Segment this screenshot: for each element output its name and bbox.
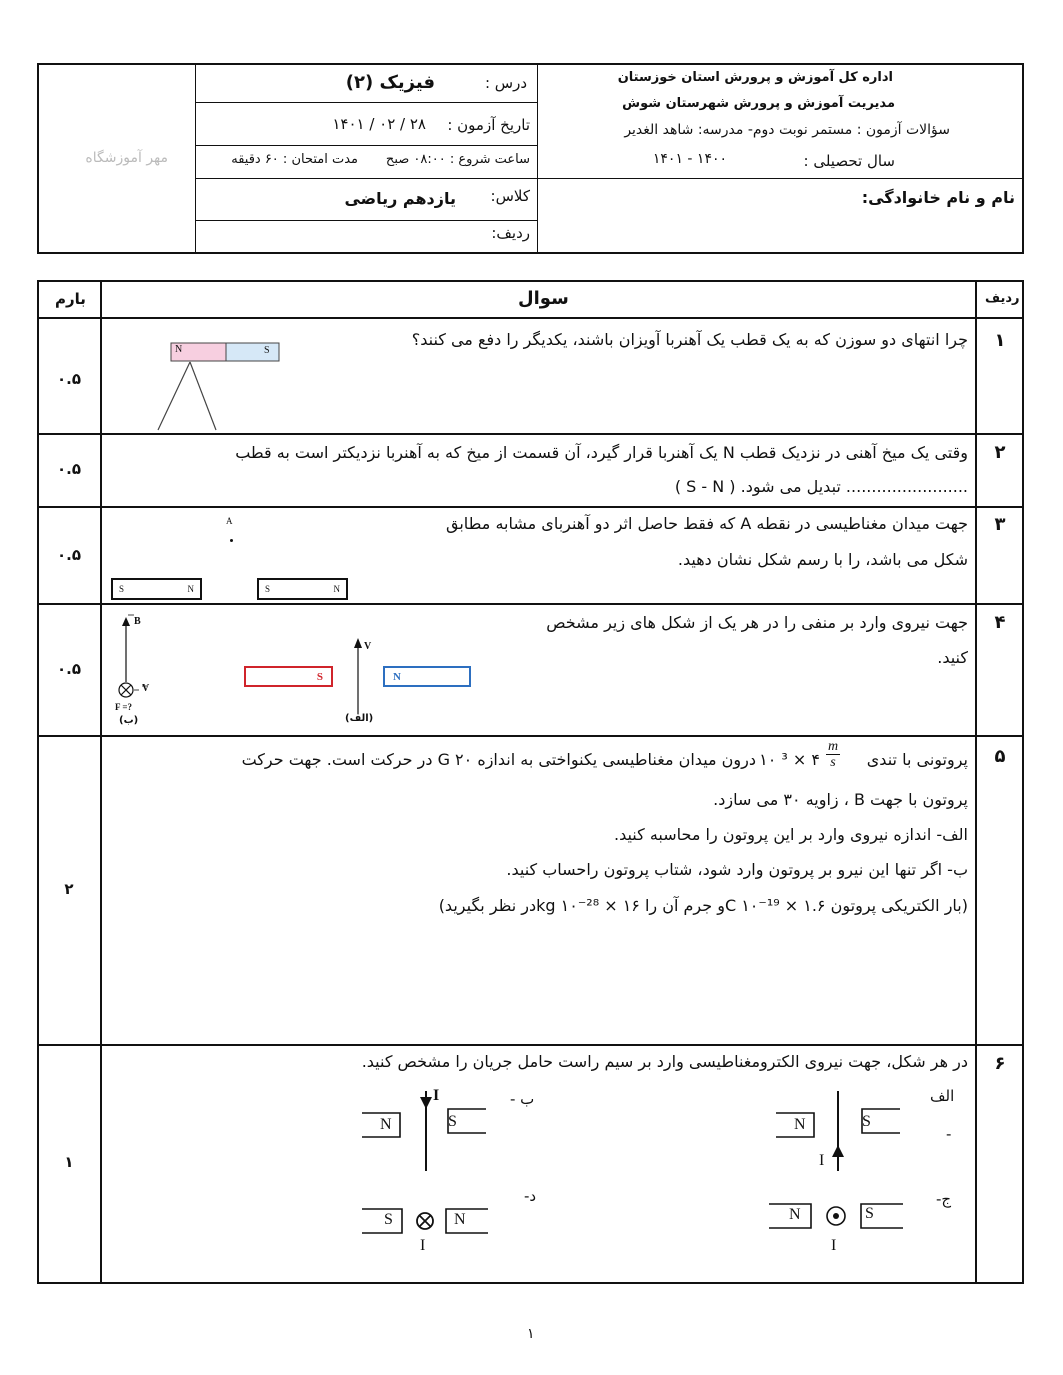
q4-fig-b-v: V <box>142 683 150 694</box>
q4-red-magnet-s: S <box>316 670 323 683</box>
class-label: کلاس: <box>490 187 530 205</box>
q6-number: ۶ <box>994 1053 1006 1074</box>
q6-fig-je <box>765 1192 910 1262</box>
q6-je-n: N <box>789 1206 801 1223</box>
q2-score: ۰.۵ <box>56 460 81 478</box>
date-value: ۱۴۰۱ / ۰۲ / ۲۸ <box>332 115 426 133</box>
row-line-3 <box>38 603 1023 605</box>
q3-magnet-1-n: N <box>187 584 194 594</box>
q4-line-1: جهت نیروی وارد بر منفی را در هر یک از شکل های زیر مشخص <box>546 613 968 632</box>
org-line-2: مدیریت آموزش و پرورش شهرستان شوش <box>622 96 895 111</box>
q6-label-dal: د- <box>524 1187 537 1205</box>
q2-number: ۲ <box>994 442 1006 463</box>
q2-line-1: وقتی یک میخ آهنی در نزدیک قطب N یک آهنربا قرار گیرد، آن قسمت از میخ که به آهنربا نزدیکتر است به قطب <box>235 443 968 462</box>
col-divider-row <box>975 281 977 1283</box>
q3-magnet-2 <box>257 578 348 600</box>
q6-be-s: S <box>448 1113 457 1130</box>
q6-label-alef: الف <box>930 1087 955 1105</box>
subject-value: فیزیک (۲) <box>345 72 435 93</box>
q6-score: ۱ <box>64 1153 74 1171</box>
q4-figure-b <box>110 612 170 730</box>
q4-fig-b-F: F =? <box>115 702 133 712</box>
name-label: نام و نام خانوادگی: <box>861 188 1015 207</box>
exam-line: سؤالات آزمون : مستمر نوبت دوم- مدرسه: شاهد الغدیر <box>624 122 950 138</box>
q3-magnet-2-s: S <box>265 584 271 594</box>
q6-label-alef-dash: - <box>946 1125 952 1143</box>
q4-red-magnet <box>244 666 333 687</box>
q4-blue-magnet-n: N <box>393 670 401 683</box>
q3-line-1: جهت میدان مغناطیسی در نقطه A که فقط حاصل اثر دو آهنربای مشابه مطابق <box>446 514 968 533</box>
start-label: ساعت شروع : ۰۸:۰۰ صبح <box>385 152 530 167</box>
class-value: یازدهم ریاضی <box>344 189 456 208</box>
q6-je-s: S <box>865 1205 874 1222</box>
q5-score: ۲ <box>64 880 74 898</box>
q3-score: ۰.۵ <box>56 546 81 564</box>
q6-dal-current: I <box>420 1237 426 1254</box>
q2-line-2: ........................ تبدیل می شود. ( S - N ) <box>674 477 968 496</box>
q4-fig-b-B: B <box>134 616 141 627</box>
q6-fig-dal <box>358 1195 493 1260</box>
q4-blue-magnet <box>383 666 471 687</box>
q4-fig-a-label: (الف) <box>345 713 374 724</box>
q5-line-3: الف- اندازه نیروی وارد بر این پروتون را محاسبه کنید. <box>613 825 968 844</box>
duration-label: مدت امتحان : ۶۰ دقیقه <box>231 152 358 167</box>
q4-score: ۰.۵ <box>56 660 81 678</box>
q3-point-dot <box>230 539 233 542</box>
q6-label-je: ج- <box>936 1190 952 1208</box>
q6-dal-s: S <box>384 1211 393 1228</box>
q4-line-2: کنید. <box>937 648 968 667</box>
q4-fig-b-label: (ب) <box>119 715 139 726</box>
q3-line-2: شکل می باشد، را با رسم شکل نشان دهید. <box>677 550 968 569</box>
q5-fraction <box>826 739 840 770</box>
header-hline-4 <box>196 220 537 221</box>
header-hline-1 <box>196 102 537 103</box>
q5-line-5: (بار الکتریکی پروتون C ۱۰⁻¹⁹ × ۱.۶و جرم آن را kg ۱۰⁻²⁸ × ۱۶در نظر بگیرید) <box>438 896 968 915</box>
q1-score: ۰.۵ <box>56 370 81 388</box>
q6-alef-s: S <box>862 1113 871 1130</box>
year-value: ۱۴۰۱ - ۱۴۰۰ <box>652 151 727 167</box>
head-row: ردیف <box>985 291 1020 306</box>
subject-label: درس : <box>484 74 527 92</box>
q3-magnet-2-n: N <box>333 584 340 594</box>
q6-je-current: I <box>831 1237 837 1254</box>
school-stamp: مهر آموزشگاه <box>85 150 168 166</box>
q1-number: ۱ <box>994 330 1006 351</box>
q4-number: ۴ <box>994 612 1006 633</box>
date-label: تاریخ آزمون : <box>447 116 530 134</box>
row-line-5 <box>38 1044 1023 1046</box>
q6-fig-be <box>356 1085 496 1185</box>
q6-alef-n: N <box>794 1116 806 1133</box>
q5-line-1-c: درون میدان مغناطیسی یکنواختی به اندازه G ۲۰ در حرکت است. جهت حرکت <box>241 750 756 769</box>
row-label: ردیف: <box>491 224 530 242</box>
q5-line-4: ب- اگر تنها این نیرو بر پروتون وارد شود، شتاب پروتون راحساب کنید. <box>506 860 968 879</box>
q6-label-be: ب - <box>510 1090 535 1108</box>
head-score: بارم <box>55 290 86 308</box>
year-label: سال تحصیلی : <box>803 152 895 170</box>
q6-alef-current: I <box>819 1152 825 1169</box>
q6-fig-alef <box>770 1085 910 1185</box>
q3-magnet-1 <box>111 578 202 600</box>
q3-point-label: A <box>226 516 233 526</box>
header-hline-3 <box>196 178 1023 179</box>
row-line-4 <box>38 735 1023 737</box>
table-head-line <box>38 317 1023 319</box>
q6-dal-n: N <box>454 1211 466 1228</box>
col-divider-score <box>100 281 102 1283</box>
q1-magnet-n: N <box>175 344 183 355</box>
head-question: سوال <box>518 288 569 309</box>
q1-magnet-s: S <box>264 345 270 356</box>
q5-number: ۵ <box>994 746 1006 767</box>
org-line-1: اداره کل آموزش و پرورش استان خوزستان <box>617 70 893 85</box>
q5-line-2: پروتون با جهت B ، زاویه ۳۰ می سازد. <box>713 790 968 809</box>
header-hline-2 <box>196 145 537 146</box>
q6-text: در هر شکل، جهت نیروی الکترومغناطیسی وارد بر سیم راست حامل جریان را مشخص کنید. <box>361 1052 968 1071</box>
row-line-1 <box>38 433 1023 435</box>
q5-frac-bottom: s <box>830 755 836 770</box>
q3-number: ۳ <box>994 514 1006 535</box>
q6-be-current: I <box>433 1087 440 1104</box>
q1-text: چرا انتهای دو سوزن که به یک قطب یک آهنربا آویزان باشند، یکدیگر را دفع می کنند؟ <box>411 330 968 349</box>
row-line-2 <box>38 506 1023 508</box>
q3-magnet-1-s: S <box>119 584 125 594</box>
header-divider-middle <box>537 64 538 253</box>
q5-frac-top: m <box>827 739 839 754</box>
q6-be-n: N <box>380 1116 392 1133</box>
q5-line-1-b: ۱۰ ³ × ۴ <box>759 750 820 769</box>
page-number: ۱ <box>527 1326 535 1342</box>
q5-line-1-a: پروتونی با تندی <box>866 750 968 769</box>
header-divider-stamp <box>195 64 196 253</box>
q4-fig-a-v: V <box>364 641 372 652</box>
